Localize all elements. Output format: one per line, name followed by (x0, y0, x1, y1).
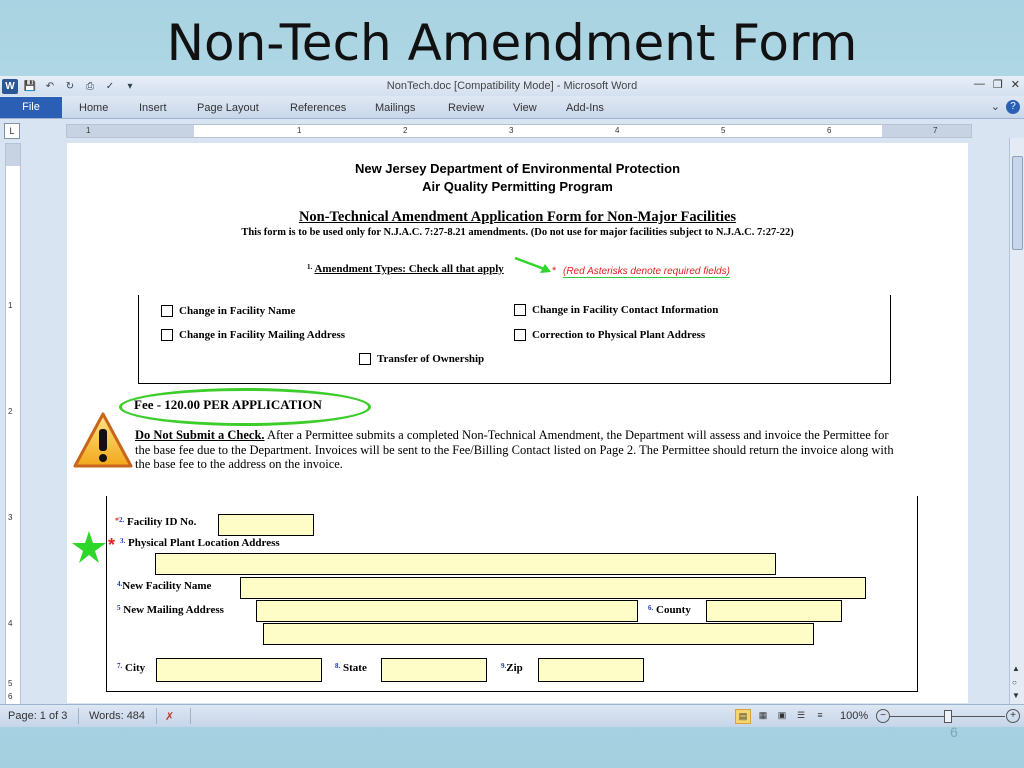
vertical-ruler[interactable] (5, 143, 21, 705)
new-mailing-address-label: $^5$ New Mailing Address (117, 604, 224, 616)
browse-object-icon[interactable]: ○ (1012, 678, 1017, 687)
ruler-mark: 2 (403, 126, 408, 135)
ruler-mark: 3 (8, 513, 13, 522)
ribbon-tabs (0, 96, 1024, 119)
print-layout-icon[interactable]: ▤ (735, 709, 751, 724)
mailing-address-line2-field[interactable] (263, 623, 814, 645)
ruler-mark: 7 (933, 126, 938, 135)
undo-icon[interactable]: ↶ (45, 80, 55, 92)
save-icon[interactable]: 💾 (23, 80, 37, 92)
minimize-icon[interactable]: — (973, 78, 985, 90)
outline-icon[interactable]: ☰ (796, 710, 806, 720)
tab-references[interactable]: References (290, 102, 347, 114)
required-note: (Red Asterisks denote required fields) (563, 266, 730, 277)
ruler-mark: 4 (615, 126, 620, 135)
restore-icon[interactable]: ❐ (992, 79, 1003, 91)
ruler-mark: 2 (8, 407, 13, 416)
tab-home[interactable]: Home (79, 102, 109, 114)
scroll-thumb[interactable] (1012, 156, 1023, 250)
arrow-icon (513, 255, 553, 275)
form-subtitle: This form is to be used only for N.J.A.C. 7:27-8.21 amendments. (Do not use for major facilities subject to N.J.A.C. 7:27-22) (241, 227, 794, 238)
checkbox-mailing-address[interactable]: Change in Facility Mailing Address (161, 329, 345, 341)
ruler-mark: 5 (721, 126, 726, 135)
ruler-mark: 1 (8, 301, 13, 310)
horizontal-ruler[interactable] (66, 124, 972, 138)
ruler-mark: 6 (8, 692, 13, 701)
checkbox-contact-info[interactable]: Change in Facility Contact Information (514, 304, 718, 316)
checkbox-physical-address[interactable]: Correction to Physical Plant Address (514, 329, 705, 341)
required-asterisk: * (552, 265, 557, 277)
ruler-mark: 1 (297, 126, 302, 135)
customize-toolbar-icon[interactable]: ▾ (127, 80, 133, 92)
full-screen-reading-icon[interactable]: ▦ (758, 710, 768, 720)
required-asterisk: * (108, 535, 116, 555)
word-logo-icon[interactable]: W (2, 79, 18, 94)
word-count[interactable]: Words: 484 (89, 710, 146, 722)
new-facility-name-field[interactable] (240, 577, 866, 599)
ribbon-collapse-icon[interactable]: ⌄ (990, 101, 1000, 113)
checkbox-ownership[interactable]: Transfer of Ownership (359, 353, 484, 365)
next-page-icon[interactable]: ▼ (1012, 691, 1020, 700)
slide-title: Non-Tech Amendment Form (166, 14, 858, 72)
facility-id-label: $^{*2.}$ Facility ID No. (115, 516, 197, 528)
word-window (0, 76, 1024, 726)
close-icon[interactable]: ✕ (1010, 79, 1020, 91)
state-label: $^{8.}$ State (335, 662, 367, 674)
window-controls (974, 78, 1020, 91)
tab-page-layout[interactable]: Page Layout (197, 102, 259, 114)
new-mailing-address-field[interactable] (256, 600, 638, 622)
amendment-types-box (138, 295, 891, 384)
warning-text: Do Not Submit a Check. After a Permittee submits a completed Non-Technical Amendment, the Department will assess and invoice the Permittee for the base fee due to the Department. Invoices will be sent to the Fee/Billing Contact listed on Page 2. The Permittee should return the invoice along with the base fee to the address on the invoice. (135, 428, 894, 471)
fee-label: Fee - 120.00 PER APPLICATION (134, 397, 322, 412)
state-field[interactable] (381, 658, 487, 682)
ruler-mark: 6 (827, 126, 832, 135)
plant-location-label: $^{3.}$ Physical Plant Location Address (120, 537, 280, 549)
zip-label: $^{9.}$Zip (501, 662, 523, 674)
draft-icon[interactable]: ≡ (817, 710, 823, 720)
zip-field[interactable] (538, 658, 644, 682)
slide-number: 6 (950, 724, 958, 740)
city-field[interactable] (156, 658, 322, 682)
ruler-mark: 4 (8, 619, 13, 628)
page-count[interactable]: Page: 1 of 3 (8, 710, 68, 722)
vertical-scrollbar[interactable] (1009, 138, 1024, 704)
ruler-mark: 5 (8, 679, 13, 688)
redo-icon[interactable]: ↻ (65, 80, 75, 92)
web-layout-icon[interactable]: ▣ (777, 710, 787, 720)
city-label: $^{7.}$ City (117, 662, 146, 674)
zoom-slider-thumb[interactable] (944, 710, 952, 723)
help-icon[interactable]: ? (1006, 100, 1020, 114)
warning-icon (73, 411, 133, 469)
zoom-in-icon[interactable]: + (1006, 709, 1020, 723)
proofing-icon[interactable]: ✗ (165, 711, 175, 723)
tab-add-ins[interactable]: Add-Ins (566, 102, 604, 114)
ruler-mark: 1 (86, 126, 91, 135)
checkbox-facility-name[interactable]: Change in Facility Name (161, 305, 295, 317)
ruler-row (0, 119, 1024, 139)
tab-insert[interactable]: Insert (139, 102, 167, 114)
document-page[interactable] (67, 143, 968, 703)
county-field[interactable] (706, 600, 842, 622)
form-title: Non-Technical Amendment Application Form for Non-Major Facilities (298, 209, 737, 225)
spelling-icon[interactable]: ✓ (105, 80, 115, 92)
program-name: Air Quality Permitting Program (422, 179, 613, 194)
window-title: NonTech.doc [Compatibility Mode] - Microsoft Word (386, 80, 638, 92)
tab-view[interactable]: View (513, 102, 537, 114)
tab-selector-icon[interactable]: L (4, 123, 20, 139)
new-facility-name-label: $^{4.}$New Facility Name (117, 580, 212, 592)
amendment-types-heading: $^{1.}$ Amendment Types: Check all that apply (307, 263, 504, 275)
plant-location-field[interactable] (155, 553, 776, 575)
tab-file[interactable]: File (0, 97, 62, 118)
zoom-out-icon[interactable]: − (876, 709, 890, 723)
county-label: $^{6.}$ County (648, 604, 691, 616)
star-icon (71, 530, 107, 564)
zoom-level[interactable]: 100% (840, 710, 869, 722)
print-icon[interactable]: ⎙ (86, 80, 94, 92)
status-bar (0, 704, 1024, 727)
tab-review[interactable]: Review (448, 102, 485, 114)
dept-name: New Jersey Department of Environmental Protection (354, 161, 681, 176)
facility-id-field[interactable] (218, 514, 314, 536)
title-bar (0, 76, 1024, 96)
tab-mailings[interactable]: Mailings (375, 102, 416, 114)
ruler-mark: 3 (509, 126, 514, 135)
previous-page-icon[interactable]: ▲ (1012, 664, 1020, 673)
